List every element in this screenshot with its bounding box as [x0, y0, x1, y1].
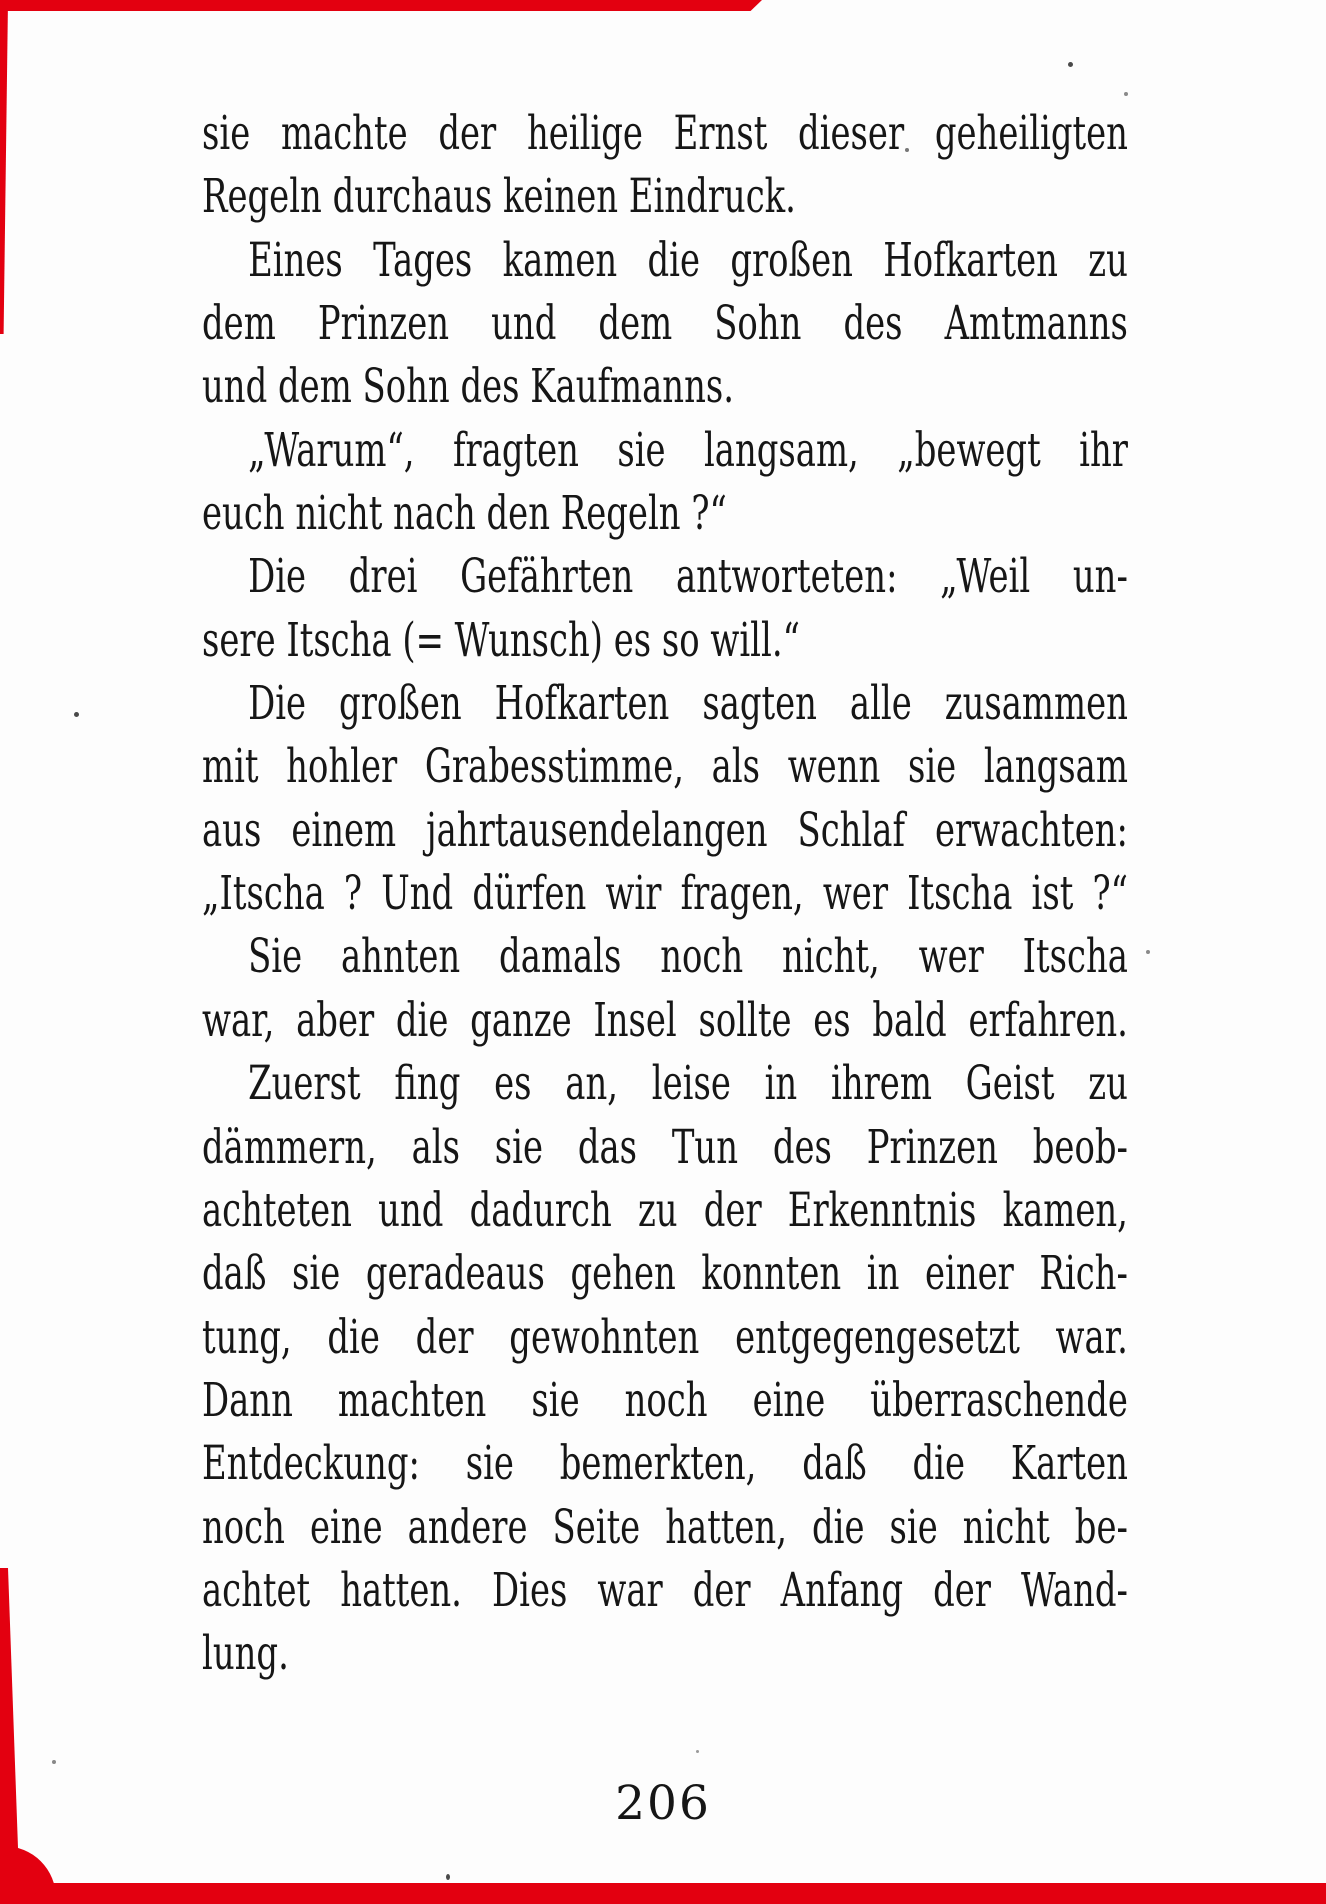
text-line-4: dem Prinzen und dem Sohn des Amtmanns: [202, 296, 1128, 352]
text-line-3: Eines Tages kamen die großen Hofkarten zu: [248, 232, 1128, 288]
scan-speck: [1068, 62, 1073, 67]
scan-edge-left-upper: [0, 0, 8, 334]
text-line-7: euch nicht nach den Regeln ?“: [202, 486, 727, 542]
text-line-2: Regeln durchaus keinen Eindruck.: [202, 169, 796, 225]
scan-speck: [1146, 950, 1150, 954]
text-block: [202, 102, 1128, 1686]
page-number: 206: [615, 1776, 711, 1831]
text-line-23: noch eine andere Seite hatten, die sie nicht be-: [202, 1499, 1128, 1555]
text-line-24: achtet hatten. Dies war der Anfang der Wand-: [202, 1562, 1128, 1618]
scan-speck: [52, 1760, 56, 1764]
text-line-12: aus einem jahrtausendelangen Schlaf erwachten:: [202, 802, 1128, 858]
text-line-10: Die großen Hofkarten sagten alle zusammen: [248, 676, 1128, 732]
text-line-17: dämmern, als sie das Tun des Prinzen beob-: [202, 1119, 1128, 1175]
text-line-14: Sie ahnten damals noch nicht, wer Itscha: [248, 929, 1128, 985]
text-line-15: war, aber die ganze Insel sollte es bald erfahren.: [202, 992, 1128, 1048]
scan-speck: [696, 1750, 699, 1753]
scan-edge-top: [0, 0, 762, 11]
scan-speck: [74, 712, 79, 717]
text-line-11: mit hohler Grabesstimme, als wenn sie langsam: [202, 739, 1128, 795]
text-line-22: Entdeckung: sie bemerkten, daß die Karten: [202, 1436, 1128, 1492]
text-line-19: daß sie geradeaus gehen konnten in einer Rich-: [202, 1246, 1128, 1302]
text-line-8: Die drei Gefährten antworteten: „Weil un-: [248, 549, 1128, 605]
text-line-20: tung, die der gewohnten entgegengesetzt war.: [202, 1309, 1128, 1365]
text-line-5: und dem Sohn des Kaufmanns.: [202, 359, 735, 415]
scan-edge-bottom: [24, 1883, 1326, 1904]
scan-speck: [1124, 92, 1128, 96]
text-line-25: lung.: [202, 1626, 289, 1682]
text-line-18: achteten und dadurch zu der Erkenntnis kamen,: [202, 1182, 1128, 1238]
text-line-9: sere Itscha (= Wunsch) es so will.“: [202, 612, 800, 668]
scan-speck: [446, 1874, 450, 1880]
text-line-21: Dann machten sie noch eine überraschende: [202, 1372, 1128, 1428]
text-line-16: Zuerst fing es an, leise in ihrem Geist zu: [248, 1056, 1128, 1112]
text-line-13: „Itscha ? Und dürfen wir fragen, wer Itscha ist ?“: [202, 866, 1128, 922]
text-line-1: sie machte der heilige Ernst dieser geheiligten: [202, 106, 1128, 161]
text-line-6: „Warum“, fragten sie langsam, „bewegt ihr: [248, 422, 1128, 478]
